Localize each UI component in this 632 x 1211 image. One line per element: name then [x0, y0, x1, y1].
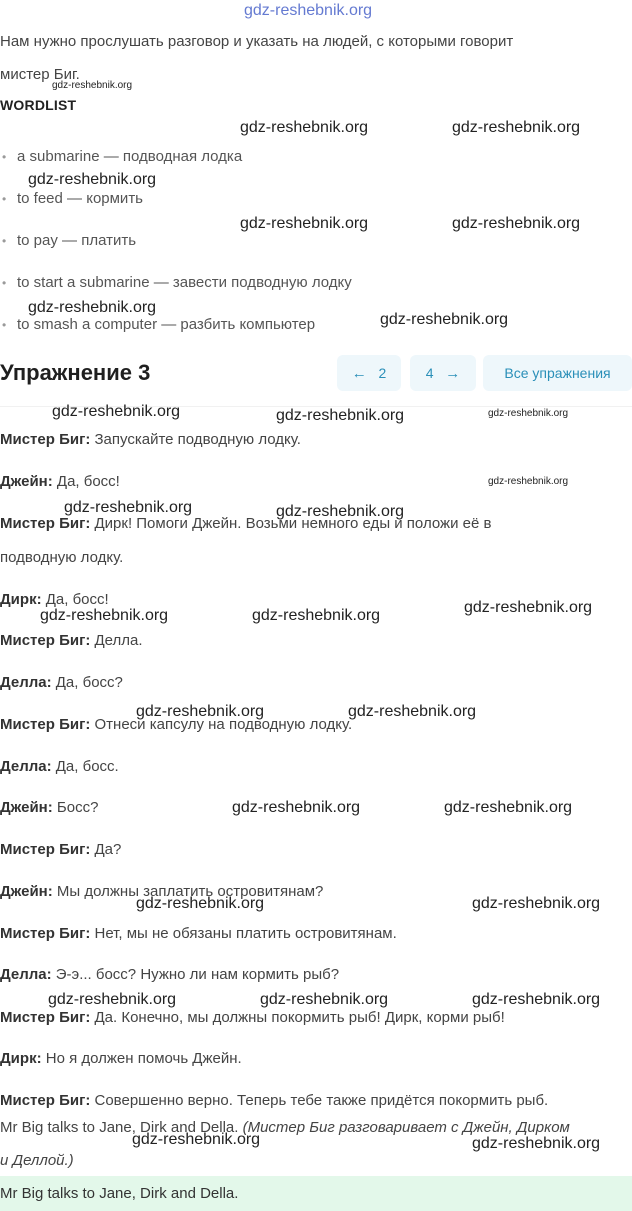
speaker: Дирк:	[0, 591, 42, 608]
watermark: gdz-reshebnik.org	[232, 799, 361, 816]
intro-text-line2: мистер Биг.	[0, 66, 80, 83]
watermark: gdz-reshebnik.org	[240, 215, 369, 232]
line-text: Дирк! Помоги Джейн. Возьми немного еды и положи её в	[90, 515, 492, 532]
watermark: gdz-reshebnik.org	[452, 119, 581, 136]
speaker: Делла:	[0, 758, 52, 775]
watermark: gdz-reshebnik.org	[52, 80, 133, 91]
next-exercise-label: 4	[425, 365, 434, 381]
watermark: gdz-reshebnik.org	[452, 215, 581, 232]
watermark: gdz-reshebnik.org	[52, 403, 181, 420]
watermark: gdz-reshebnik.org	[28, 299, 157, 316]
watermark: gdz-reshebnik.org	[276, 407, 405, 424]
all-exercises-label: Все упражнения	[504, 365, 611, 381]
speaker: Мистер Биг:	[0, 716, 91, 733]
watermark: gdz-reshebnik.org	[444, 799, 573, 816]
line-text: подводную лодку.	[0, 549, 124, 566]
watermark: gdz-reshebnik.org	[48, 991, 177, 1008]
arrow-right-icon: →	[445, 364, 461, 382]
watermark: gdz-reshebnik.org	[488, 408, 569, 419]
watermark: gdz-reshebnik.org	[488, 476, 569, 487]
watermark: gdz-reshebnik.org	[276, 503, 405, 520]
speaker: Мистер Биг:	[0, 1092, 91, 1109]
dialogue-line	[0, 841, 121, 858]
dialogue-line	[0, 966, 339, 983]
line-text: Да?	[90, 841, 122, 858]
watermark: gdz-reshebnik.org	[252, 607, 381, 624]
answer-box	[0, 1176, 632, 1211]
watermark: gdz-reshebnik.org	[40, 607, 169, 624]
line-text: Да, босс!	[52, 473, 120, 490]
prev-exercise-label: 2	[378, 365, 387, 381]
watermark: gdz-reshebnik.org	[380, 311, 509, 328]
watermark: gdz-reshebnik.org	[64, 499, 193, 516]
watermark: gdz-reshebnik.org	[28, 171, 157, 188]
dialogue-line	[0, 549, 123, 566]
intro-text-line1: Нам нужно прослушать разговор и указать на людей, с которыми говорит	[0, 33, 514, 50]
wordlist-item: • to feed — кормить	[17, 190, 143, 207]
next-exercise-button[interactable]	[410, 355, 476, 391]
speaker: Мистер Биг:	[0, 1009, 91, 1026]
speaker: Мистер Биг:	[0, 925, 91, 942]
dialogue-line	[0, 758, 119, 775]
watermark: gdz-reshebnik.org	[464, 599, 593, 616]
watermark: gdz-reshebnik.org	[132, 1131, 261, 1148]
wordlist-item: • to smash a computer — разбить компьютер	[17, 316, 315, 333]
line-text: Мы должны заплатить островитянам?	[52, 883, 324, 900]
line-text: Нет, мы не обязаны платить островитянам.	[90, 925, 397, 942]
watermark: gdz-reshebnik.org	[136, 703, 265, 720]
dialogue-line	[0, 1009, 505, 1026]
watermark: gdz-reshebnik.org	[136, 895, 265, 912]
all-exercises-button[interactable]	[483, 355, 632, 391]
watermark: gdz-reshebnik.org	[472, 1135, 601, 1152]
watermark: gdz-reshebnik.org	[260, 991, 389, 1008]
line-text: Да, босс!	[41, 591, 109, 608]
wordlist-title: WORDLIST	[0, 97, 77, 113]
prev-exercise-button[interactable]	[337, 355, 401, 391]
dialogue-line	[0, 1092, 548, 1109]
dialogue-line	[0, 515, 491, 532]
wordlist-item: • to pay — платить	[17, 232, 136, 249]
speaker: Мистер Биг:	[0, 841, 91, 858]
arrow-left-icon: ←	[351, 364, 367, 382]
dialogue-line	[0, 674, 123, 691]
wordlist-item: • a submarine — подводная лодка	[17, 148, 242, 165]
watermark: gdz-reshebnik.org	[348, 703, 477, 720]
speaker: Делла:	[0, 674, 52, 691]
dialogue-line	[0, 431, 301, 448]
summary-line2: и Деллой.)	[0, 1152, 74, 1169]
line-text: Отнеси капсулу на подводную лодку.	[90, 716, 353, 733]
line-text: Да, босс?	[51, 674, 123, 691]
speaker: Делла:	[0, 966, 52, 983]
dialogue-line	[0, 799, 98, 816]
line-text: Да. Конечно, мы должны покормить рыб! Дирк, корми рыб!	[90, 1009, 505, 1026]
answer-text: Mr Big talks to Jane, Dirk and Della.	[0, 1185, 239, 1202]
speaker: Мистер Биг:	[0, 515, 91, 532]
line-text: Э-э... босс? Нужно ли нам кормить рыб?	[51, 966, 340, 983]
wordlist-item: • to start a submarine — завести подводную лодку	[17, 274, 352, 291]
summary-line1	[0, 1119, 570, 1136]
speaker: Мистер Биг:	[0, 431, 91, 448]
speaker: Джейн:	[0, 883, 53, 900]
watermark-top: gdz-reshebnik.org	[244, 2, 373, 19]
speaker: Джейн:	[0, 473, 53, 490]
watermark: gdz-reshebnik.org	[240, 119, 369, 136]
dialogue-line	[0, 632, 143, 649]
dialogue-line	[0, 473, 120, 490]
line-text: Босс?	[52, 799, 99, 816]
dialogue-line	[0, 925, 397, 942]
speaker: Мистер Биг:	[0, 632, 91, 649]
line-text: Да, босс.	[51, 758, 119, 775]
summary-plain: Mr Big talks to Jane, Dirk and Della.	[0, 1119, 243, 1136]
dialogue-line	[0, 1050, 242, 1067]
watermark: gdz-reshebnik.org	[472, 895, 601, 912]
exercise-title: Упражнение 3	[0, 360, 151, 385]
dialogue-line	[0, 591, 109, 608]
speaker: Джейн:	[0, 799, 53, 816]
line-text: Делла.	[90, 632, 143, 649]
speaker: Дирк:	[0, 1050, 42, 1067]
line-text: Совершенно верно. Теперь тебе также придётся покормить рыб.	[90, 1092, 549, 1109]
summary-translation: (Мистер Биг разговаривает с Джейн, Дирком	[242, 1119, 570, 1136]
line-text: Но я должен помочь Джейн.	[41, 1050, 242, 1067]
line-text: Запускайте подводную лодку.	[90, 431, 301, 448]
watermark: gdz-reshebnik.org	[472, 991, 601, 1008]
